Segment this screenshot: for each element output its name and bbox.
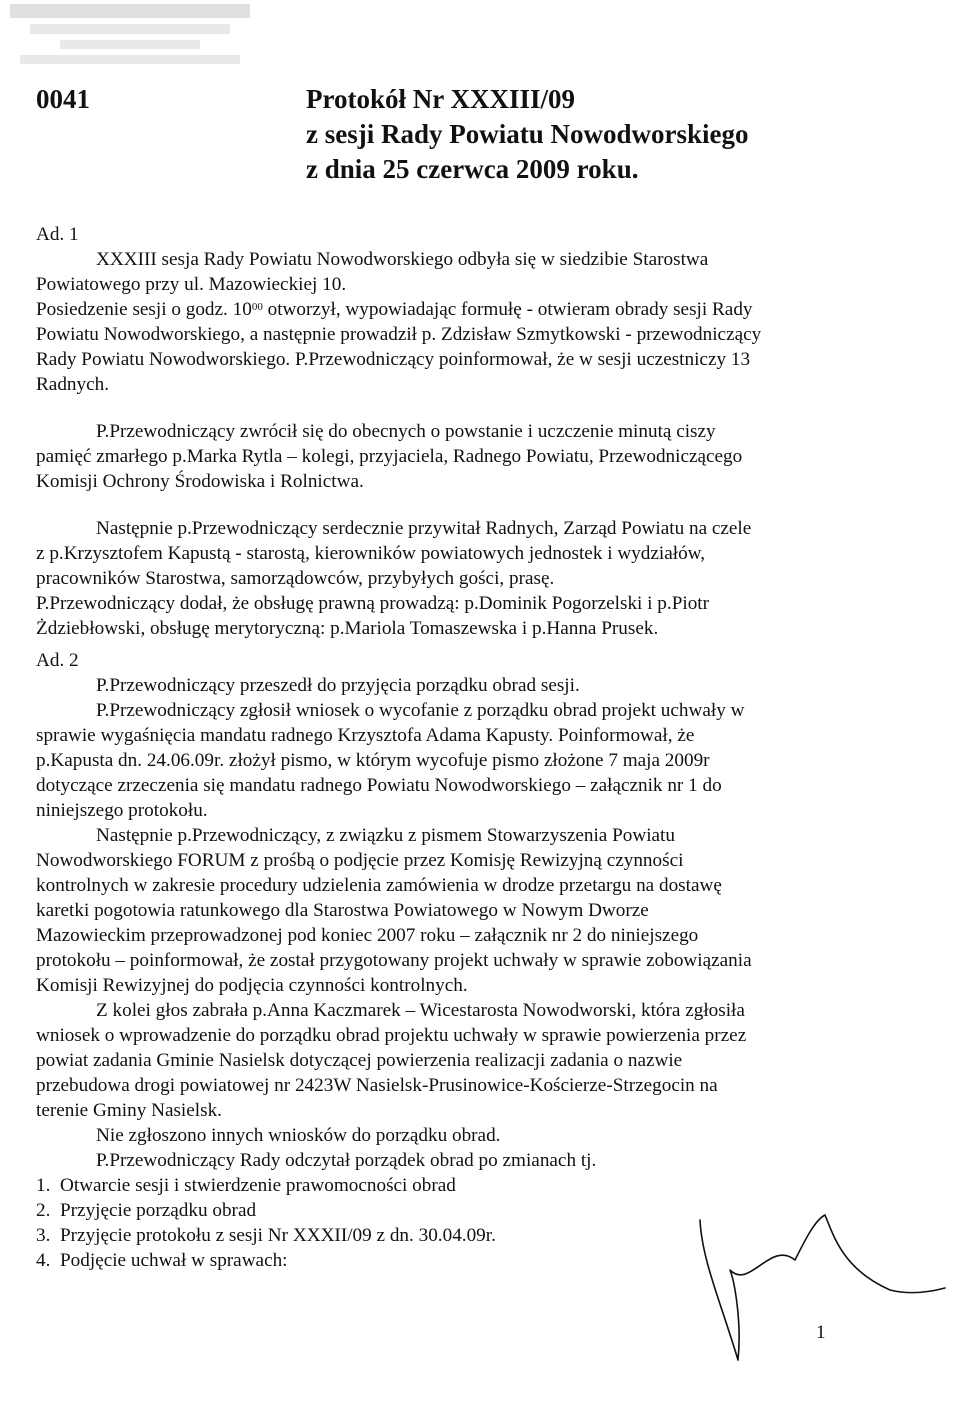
- text-line: Komisji Rewizyjnej do podjęcia czynności kontrolnych.: [36, 975, 468, 996]
- section-heading: Ad. 1: [36, 224, 79, 245]
- faded-stamp-icon: [0, 0, 260, 70]
- list-text: Podjęcie uchwał w sprawach:: [60, 1250, 288, 1271]
- text-line: powiat zadania Gminie Nasielsk dotyczącej powierzenia realizacji zadania o nazwie: [36, 1050, 683, 1071]
- section-ad2: [36, 648, 916, 1273]
- list-text: Otwarcie sesji i stwierdzenie prawomocności obrad: [60, 1175, 456, 1196]
- section-ad1: [36, 222, 916, 641]
- page-number: 1: [816, 1322, 826, 1343]
- text-line: P.Przewodniczący zgłosił wniosek o wycofanie z porządku obrad projekt uchwały w: [96, 700, 745, 721]
- text-line: Nowodworskiego FORUM z prośbą o podjęcie przez Komisję Rewizyjną czynności: [36, 850, 684, 871]
- text-line: XXXIII sesja Rady Powiatu Nowodworskiego odbyła się w siedzibie Starostwa: [96, 249, 709, 270]
- superscript-minutes: 00: [251, 301, 263, 313]
- text-line: P.Przewodniczący zwrócił się do obecnych o powstanie i uczczenie minutą ciszy: [96, 421, 716, 442]
- text-line: przebudowa drogi powiatowej nr 2423W Nasielsk-Prusinowice-Kościerze-Strzegocin na: [36, 1075, 718, 1096]
- document-title: [306, 82, 749, 187]
- text-line: terenie Gminy Nasielsk.: [36, 1100, 222, 1121]
- text-line: pracowników Starostwa, samorządowców, przybyłych gości, prasę.: [36, 568, 555, 589]
- text-line: Z kolei głos zabrała p.Anna Kaczmarek – Wicestarosta Nowodworski, która zgłosiła: [96, 1000, 745, 1021]
- title-line-1: Protokół Nr XXXIII/09: [306, 84, 576, 114]
- list-number: 2.: [36, 1200, 51, 1221]
- text-line: Powiatu Nowodworskiego, a następnie prowadził p. Zdzisław Szmytkowski - przewodniczący: [36, 324, 762, 345]
- section-heading: Ad. 2: [36, 650, 79, 671]
- text-line: wniosek o wprowadzenie do porządku obrad projektu uchwały w sprawie powierzenia przez: [36, 1025, 747, 1046]
- session-opening-line: [36, 297, 916, 322]
- text-line: Powiatowego przy ul. Mazowieckiej 10.: [36, 274, 347, 295]
- list-text: Przyjęcie porządku obrad: [60, 1200, 257, 1221]
- text-fragment: Posiedzenie sesji o godz. 10: [36, 299, 252, 320]
- handwritten-signature-icon: [690, 1200, 950, 1370]
- text-line: Mazowieckim przeprowadzonej pod koniec 2007 roku – załącznik nr 2 do niniejszego: [36, 925, 699, 946]
- text-line: Komisji Ochrony Środowiska i Rolnictwa.: [36, 471, 364, 492]
- list-number: 3.: [36, 1225, 51, 1246]
- text-line: Rady Powiatu Nowodworskiego. P.Przewodniczący poinformował, że w sesji uczestniczy 13: [36, 349, 751, 370]
- document-number: 0041: [36, 84, 90, 114]
- text-line: P.Przewodniczący dodał, że obsługę prawną prowadzą: p.Dominik Pogorzelski i p.Piotr: [36, 593, 710, 614]
- text-line: P.Przewodniczący przeszedł do przyjęcia porządku obrad sesji.: [96, 675, 580, 696]
- text-line: protokołu – poinformował, że został przygotowany projekt uchwały w sprawie zobowiązania: [36, 950, 752, 971]
- list-item: [36, 1173, 916, 1198]
- text-fragment: otworzył, wypowiadając formułę - otwieram obrady sesji Rady: [262, 299, 753, 320]
- text-line: P.Przewodniczący Rady odczytał porządek obrad po zmianach tj.: [96, 1150, 597, 1171]
- list-text: Przyjęcie protokołu z sesji Nr XXXII/09 z dn. 30.04.09r.: [60, 1225, 496, 1246]
- text-line: pamięć zmarłego p.Marka Rytla – kolegi, przyjaciela, Radnego Powiatu, Przewodniczącego: [36, 446, 743, 467]
- text-line: dotyczące zrzeczenia się mandatu radnego Powiatu Nowodworskiego – załącznik nr 1 do: [36, 775, 722, 796]
- text-line: kontrolnych w zakresie procedury udzielenia zamówienia w drodze przetargu na dostawę: [36, 875, 722, 896]
- list-number: 1.: [36, 1175, 51, 1196]
- text-line: Żdziebłowski, obsługę merytoryczną: p.Mariola Tomaszewska i p.Hanna Prusek.: [36, 618, 659, 639]
- text-line: z p.Krzysztofem Kapustą - starostą, kierowników powiatowych jednostek i wydziałów,: [36, 543, 706, 564]
- list-number: 4.: [36, 1250, 51, 1271]
- text-line: Następnie p.Przewodniczący, z związku z pismem Stowarzyszenia Powiatu: [96, 825, 675, 846]
- text-line: karetki pogotowia ratunkowego dla Starostwa Powiatowego w Nowym Dworze: [36, 900, 649, 921]
- text-line: p.Kapusta dn. 24.06.09r. złożył pismo, w którym wycofuje pismo złożone 7 maja 2009r: [36, 750, 710, 771]
- text-line: Nie zgłoszono innych wniosków do porządku obrad.: [96, 1125, 501, 1146]
- title-line-3: z dnia 25 czerwca 2009 roku.: [306, 154, 639, 184]
- title-line-2: z sesji Rady Powiatu Nowodworskiego: [306, 119, 749, 149]
- text-line: Następnie p.Przewodniczący serdecznie przywitał Radnych, Zarząd Powiatu na czele: [96, 518, 752, 539]
- text-line: niniejszego protokołu.: [36, 800, 208, 821]
- text-line: Radnych.: [36, 374, 110, 395]
- text-line: sprawie wygaśnięcia mandatu radnego Krzysztofa Adama Kapusty. Poinformował, że: [36, 725, 695, 746]
